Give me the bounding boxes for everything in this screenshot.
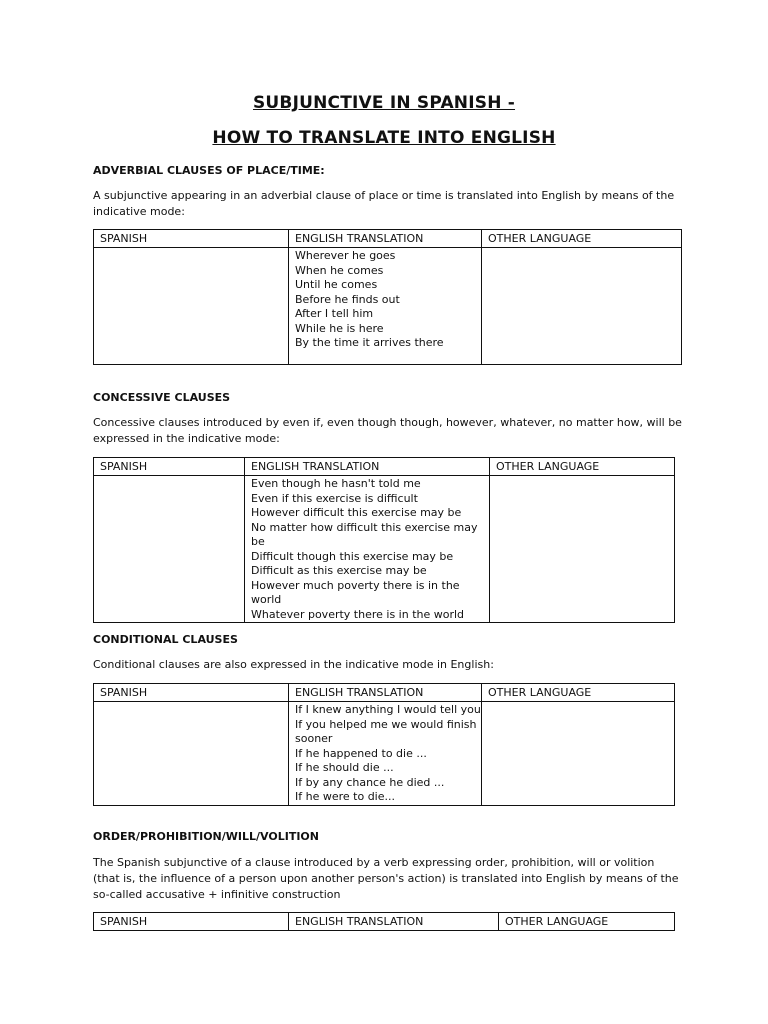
header-english-translation: ENGLISH TRANSLATION <box>245 458 490 476</box>
translation-table <box>93 912 675 931</box>
header-spanish: SPANISH <box>94 913 289 931</box>
table-header-row <box>94 913 675 931</box>
table-row <box>94 476 675 623</box>
section-heading: ADVERBIAL CLAUSES OF PLACE/TIME: <box>93 164 325 177</box>
section-description: Concessive clauses introduced by even if, even though though, however, whatever, no matter how, will be expressed in the indicative mode: <box>93 416 682 445</box>
translation-table <box>93 229 682 365</box>
title-line-1: SUBJUNCTIVE IN SPANISH - <box>252 93 516 113</box>
section-description: The Spanish subjunctive of a clause introduced by a verb expressing order, prohibition, will or volition (that is, the influence of a person upon another person's action) is translated into English by means of the so-called accusative + infinitive construction <box>93 856 679 901</box>
translation-line: After I tell him <box>295 307 374 320</box>
translation-line: Until he comes <box>295 278 378 291</box>
title-line-2: HOW TO TRANSLATE INTO ENGLISH <box>212 128 556 148</box>
header-english-translation: ENGLISH TRANSLATION <box>289 230 482 248</box>
translation-line: No matter how difficult this exercise may be <box>251 520 478 548</box>
cell-english <box>289 248 482 365</box>
cell-english <box>289 702 482 806</box>
translation-line: Wherever he goes <box>295 249 396 262</box>
translation-line: However difficult this exercise may be <box>251 506 462 519</box>
header-english-translation: ENGLISH TRANSLATION <box>289 684 482 702</box>
cell-other-language <box>490 476 675 623</box>
translation-line: Difficult though this exercise may be <box>251 549 454 563</box>
translation-line: If he should die ... <box>295 761 394 774</box>
header-other-language: OTHER LANGUAGE <box>482 684 675 702</box>
cell-english <box>245 476 490 623</box>
translation-line: If he were to die... <box>295 790 395 803</box>
header-spanish: SPANISH <box>94 458 245 476</box>
table-row <box>94 702 675 806</box>
translation-line: Whatever poverty there is in the world <box>251 607 465 621</box>
table-header-row <box>94 458 675 476</box>
translation-line: If he happened to die ... <box>295 746 427 760</box>
table-row <box>94 248 682 365</box>
translation-line: If you helped me we would finish <box>295 717 477 731</box>
translation-table <box>93 683 675 806</box>
translation-line: By the time it arrives there <box>295 336 444 349</box>
section-heading: CONDITIONAL CLAUSES <box>93 633 238 646</box>
cell-spanish <box>94 476 245 623</box>
section-description: A subjunctive appearing in an adverbial clause of place or time is translated into English by means of the indicative mode: <box>93 189 675 218</box>
translation-line: Even if this exercise is difficult <box>251 491 418 505</box>
translation-line: When he comes <box>295 263 384 277</box>
cell-other-language <box>482 702 675 806</box>
cell-other-language <box>482 248 682 365</box>
header-other-language: OTHER LANGUAGE <box>482 230 682 248</box>
translation-line: sooner <box>295 732 333 745</box>
header-english-translation: ENGLISH TRANSLATION <box>289 913 499 931</box>
header-spanish: SPANISH <box>94 230 289 248</box>
table-header-row <box>94 230 682 248</box>
translation-line: While he is here <box>295 321 384 335</box>
header-other-language: OTHER LANGUAGE <box>499 913 675 931</box>
translation-line: Even though he hasn't told me <box>251 477 421 490</box>
section-description: Conditional clauses are also expressed in the indicative mode in English: <box>93 658 494 671</box>
translation-line: If I knew anything I would tell you <box>295 703 481 716</box>
cell-spanish <box>94 248 289 365</box>
translation-line: Before he finds out <box>295 292 400 306</box>
table-header-row <box>94 684 675 702</box>
section-heading: CONCESSIVE CLAUSES <box>93 391 231 404</box>
translation-table <box>93 457 675 623</box>
translation-line: Difficult as this exercise may be <box>251 564 427 577</box>
section-heading: ORDER/PROHIBITION/WILL/VOLITION <box>93 830 319 843</box>
cell-spanish <box>94 702 289 806</box>
translation-line: If by any chance he died ... <box>295 775 445 789</box>
header-other-language: OTHER LANGUAGE <box>490 458 675 476</box>
translation-line: However much poverty there is in the world <box>251 578 460 606</box>
header-spanish: SPANISH <box>94 684 289 702</box>
